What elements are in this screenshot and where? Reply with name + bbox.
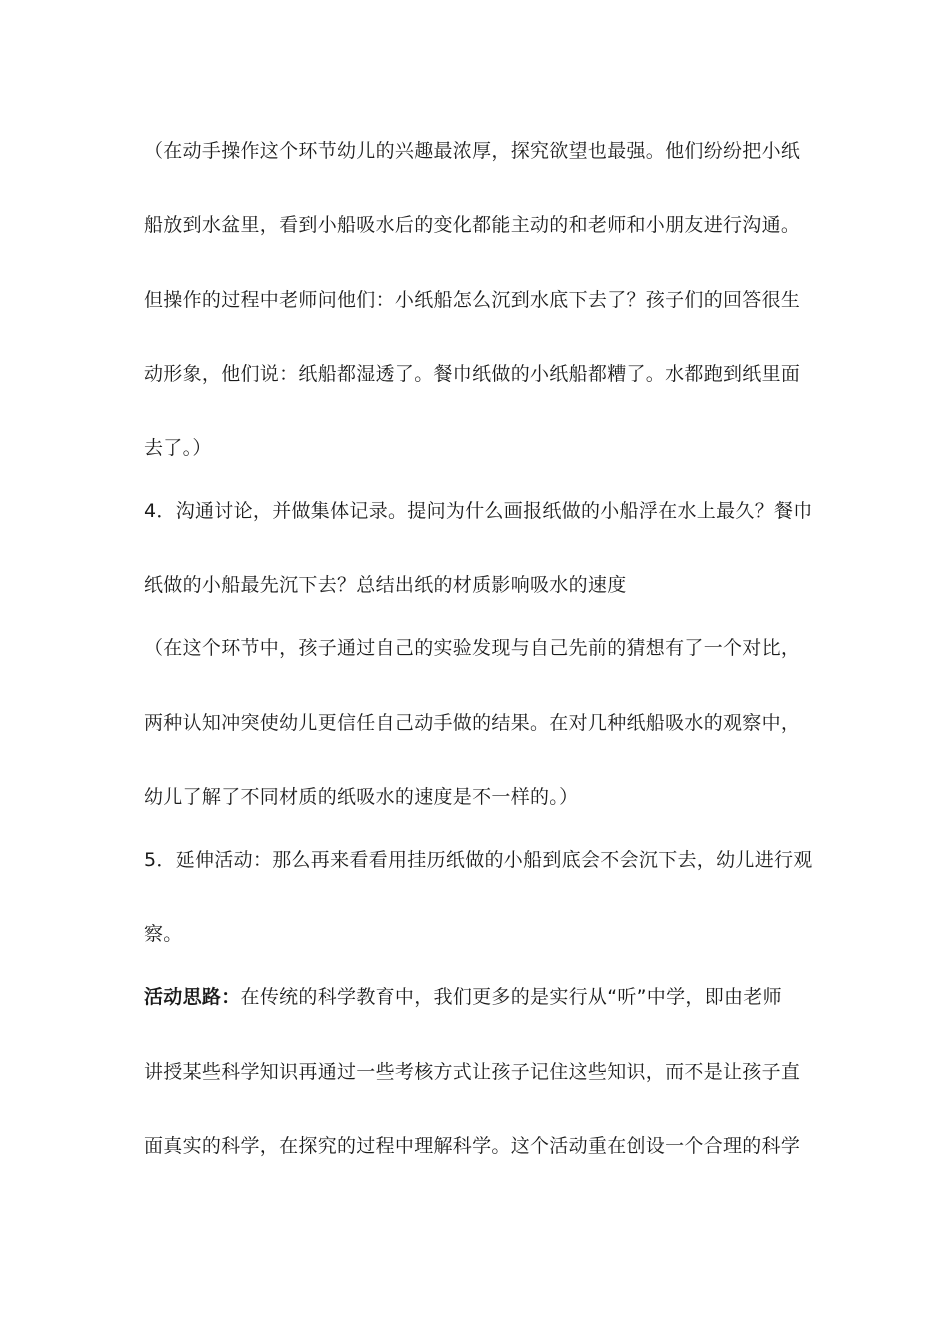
paragraph-line-15: 面真实的科学，在探究的过程中理解科学。这个活动重在创设一个合理的科学 — [144, 1135, 801, 1157]
paragraph-line-13 — [144, 984, 782, 1010]
paragraph-line-6: 4．沟通讨论，并做集体记录。提问为什么画报纸做的小船浮在水上最久？餐巾 — [144, 500, 813, 522]
paragraph-line-9: 两种认知冲突使幼儿更信任自己动手做的结果。在对几种纸船吸水的观察中， — [144, 712, 801, 734]
paragraph-line-2: 船放到水盆里，看到小船吸水后的变化都能主动的和老师和小朋友进行沟通。 — [144, 214, 801, 236]
paragraph-line-10: 幼儿了解了不同材质的纸吸水的速度是不一样的。） — [144, 786, 579, 808]
paragraph-line-12: 察。 — [144, 923, 183, 945]
activity-idea-label: 活动思路： — [144, 986, 241, 1008]
paragraph-line-8: （在这个环节中，孩子通过自己的实验发现与自己先前的猜想有了一个对比， — [144, 637, 801, 659]
paragraph-line-4: 动形象，他们说：纸船都湿透了。餐巾纸做的小纸船都糟了。水都跑到纸里面 — [144, 363, 801, 385]
paragraph-line-7: 纸做的小船最先沉下去？总结出纸的材质影响吸水的速度 — [144, 574, 627, 596]
paragraph-line-3: 但操作的过程中老师问他们：小纸船怎么沉到水底下去了？孩子们的回答很生 — [144, 289, 801, 311]
paragraph-line-11: 5．延伸活动：那么再来看看用挂历纸做的小船到底会不会沉下去，幼儿进行观 — [144, 849, 813, 871]
activity-idea-text: 在传统的科学教育中，我们更多的是实行从“听”中学，即由老师 — [240, 986, 782, 1008]
paragraph-line-1: （在动手操作这个环节幼儿的兴趣最浓厚，探究欲望也最强。他们纷纷把小纸 — [144, 140, 801, 162]
paragraph-line-14: 讲授某些科学知识再通过一些考核方式让孩子记住这些知识，而不是让孩子直 — [144, 1061, 801, 1083]
paragraph-line-5: 去了。） — [144, 437, 212, 459]
